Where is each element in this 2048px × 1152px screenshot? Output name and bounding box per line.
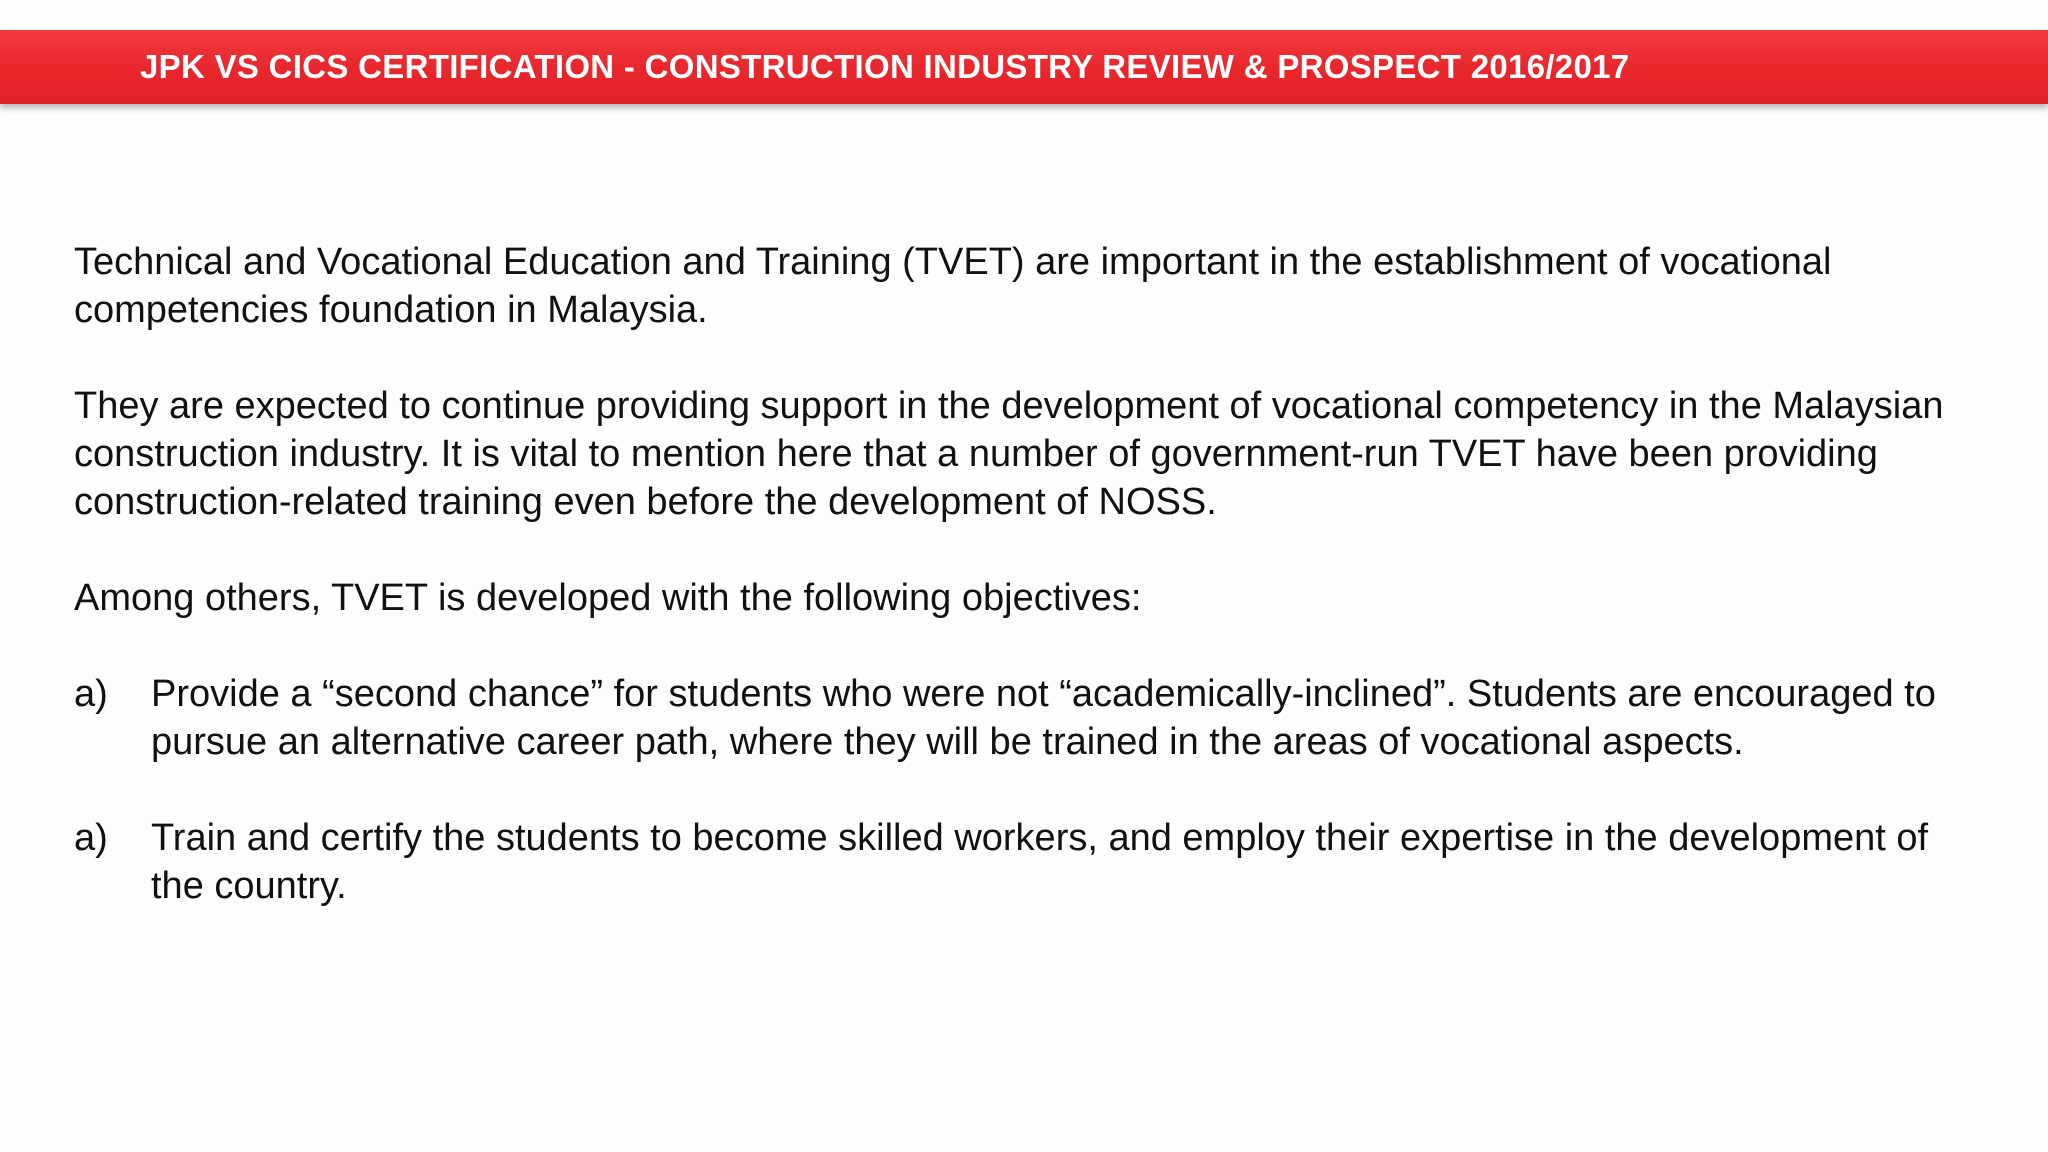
objective-item — [74, 670, 1974, 766]
objective-text: Train and certify the students to become skilled workers, and employ their expertise in the development of the country. — [151, 817, 1929, 907]
paragraph-objectives-intro: Among others, TVET is developed with the following objectives: — [74, 577, 1142, 619]
objective-text: Provide a “second chance” for students who were not “academically-inclined”. Students are encouraged to pursue an alternative career path, where they will be trained in the areas of vocational aspects. — [151, 673, 1936, 763]
paragraph-tvet-intro: Technical and Vocational Education and Training (TVET) are important in the establishment of vocational competencies foundation in Malaysia. — [74, 241, 1832, 331]
list-marker: a) — [74, 817, 108, 859]
paragraph-tvet-support: They are expected to continue providing support in the development of vocational competency in the Malaysian construction industry. It is vital to mention here that a number of government-run TVET have been providing construction-related training even before the development of NOSS. — [74, 385, 1944, 523]
list-marker: a) — [74, 673, 108, 715]
objective-item — [74, 814, 1974, 910]
slide-content — [74, 238, 1974, 958]
slide-title: JPK VS CICS CERTIFICATION - CONSTRUCTION INDUSTRY REVIEW & PROSPECT 2016/2017 — [140, 48, 1630, 85]
header-bar — [0, 30, 2048, 104]
